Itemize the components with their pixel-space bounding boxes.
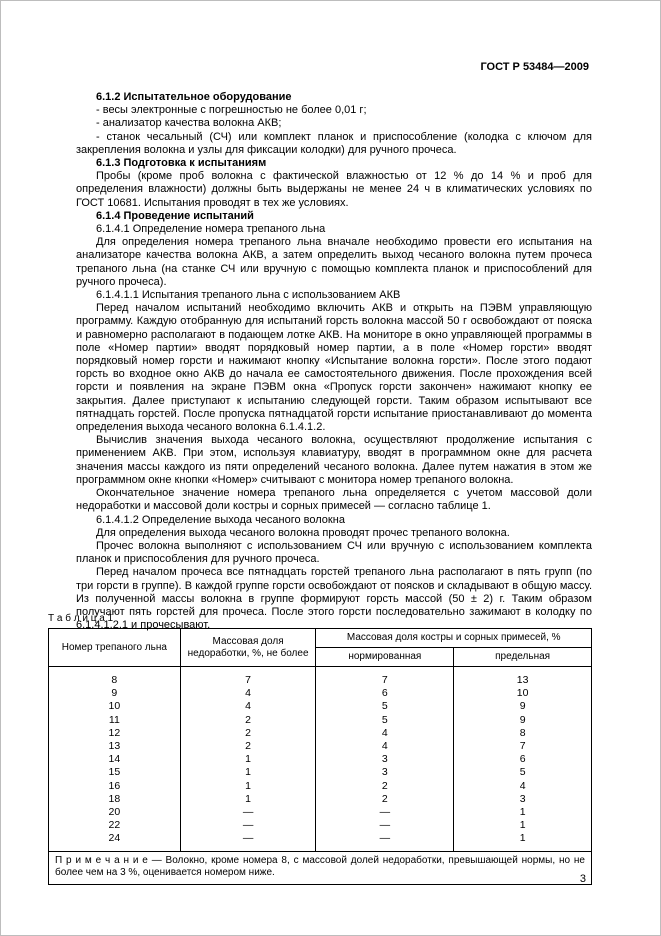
table-cell: 10	[49, 700, 181, 713]
table-label: Т а б л и ц а 1	[48, 613, 114, 624]
table-row	[49, 806, 592, 819]
table-row	[49, 740, 592, 753]
column-header-underprocessing: Массовая доля недоработки, %, не более	[180, 629, 316, 667]
paragraph: 6.1.4.1.2 Определение выхода чесаного волокна	[96, 513, 345, 526]
table-cell: —	[180, 832, 316, 851]
table-cell: 16	[49, 780, 181, 793]
table-row	[49, 780, 592, 793]
table-cell: 24	[49, 832, 181, 851]
table-cell: 1	[454, 806, 592, 819]
table-note: П р и м е ч а н и е — Волокно, кроме номера 8, с массовой долей недоработки, превышающей нормы, но не более чем на 3 %, оценивается номером ниже.	[49, 851, 592, 884]
table-cell: 8	[454, 727, 592, 740]
table-row	[49, 793, 592, 806]
list-item: - станок чесальный (СЧ) или комплект планок и приспособление (колодка с ключом для закрепления волокна и узлы для фиксации колодки) для ручного прочеса.	[76, 130, 592, 156]
table-cell: 7	[316, 667, 454, 688]
table-row	[49, 819, 592, 832]
table-cell: 6	[316, 687, 454, 700]
table-cell: 1	[180, 793, 316, 806]
table-row	[49, 667, 592, 688]
table-cell: —	[316, 819, 454, 832]
table-cell: 20	[49, 806, 181, 819]
table-cell: 3	[316, 753, 454, 766]
table-1	[48, 628, 592, 885]
paragraph: Перед началом испытаний необходимо включить АКВ и открыть на ПЭВМ управляющую программу. Каждую отобранную для испытаний горсть волокна массой 50 г освобождают от пояска и равномерно располагают в подающем лотке АКВ. На мониторе в окно управляющей программы в поле «Номер партии» вводят порядковый номер партии, а в поле «Номер горсти» вводят порядковый номер горсти и нажимают кнопку «Испытание волокна горсти». После этого подают горсть во входное окно АКВ до начала ее самостоятельного движения. После прохождения всей горсти и появления на экране ПЭВМ окна «Пропуск горсти закончен» нажимают кнопку ее закрытия. Далее приступают к испытанию следующей горсти. Таким образом испытывают все пятнадцать горстей. После пропуска пятнадцатой горсти испытание приостанавливают до момента определения выхода чесаного волокна 6.1.4.1.2.	[76, 302, 592, 434]
column-header-limit: предельная	[454, 648, 592, 667]
table-cell: 15	[49, 766, 181, 779]
paragraph: Вычислив значения выхода чесаного волокна, осуществляют продолжение испытания с применением АКВ. При этом, используя клавиатуру, вводят в программном окне для расчета значения массы каждого из пяти определений чесаного волокна. Далее путем нажатия в этом же программном окне кнопки «Номер» считывают с монитора номер трепаного волокна.	[76, 434, 592, 486]
table-cell: 4	[316, 727, 454, 740]
table-cell: 9	[49, 687, 181, 700]
table-cell: —	[180, 806, 316, 819]
table-row	[49, 700, 592, 713]
table-cell: 4	[454, 780, 592, 793]
table-cell: —	[180, 819, 316, 832]
table-cell: 13	[49, 740, 181, 753]
table-cell: 9	[454, 700, 592, 713]
table-cell: 8	[49, 667, 181, 688]
table-cell: 22	[49, 819, 181, 832]
table-header	[49, 629, 592, 667]
table-cell: 6	[454, 753, 592, 766]
table-cell: 7	[180, 667, 316, 688]
table-cell: 3	[316, 766, 454, 779]
table-cell: —	[316, 806, 454, 819]
table-cell: 2	[180, 714, 316, 727]
table-cell: 11	[49, 714, 181, 727]
table-cell: 2	[180, 727, 316, 740]
table-cell: 14	[49, 753, 181, 766]
table-cell: 1	[454, 819, 592, 832]
list-item: - весы электронные с погрешностью не более 0,01 г;	[96, 104, 367, 117]
section-heading: 6.1.2 Испытательное оборудование	[96, 91, 292, 103]
table-row	[49, 727, 592, 740]
table-row	[49, 832, 592, 851]
table-cell: 4	[180, 687, 316, 700]
table-cell: 1	[180, 780, 316, 793]
section-heading: 6.1.3 Подготовка к испытаниям	[96, 157, 267, 170]
table-cell: 12	[49, 727, 181, 740]
paragraph: Для определения номера трепаного льна вначале необходимо провести его испытания на анализаторе качества волокна АКВ, а затем определить выход чесаного волокна путем прочеса трепаного льна (на станке СЧ или вручную с помощью комплекта планок и приспособлений для ручного прочеса).	[76, 236, 592, 288]
table-cell: 7	[454, 740, 592, 753]
table-cell: 4	[316, 740, 454, 753]
table-cell: 13	[454, 667, 592, 688]
list-item: - анализатор качества волокна АКВ;	[96, 117, 282, 130]
table-row	[49, 766, 592, 779]
document-body	[76, 91, 592, 632]
paragraph: Пробы (кроме проб волокна с фактической влажностью от 12 % до 14 % и проб для определения влажности) должны быть выдержаны не менее 24 ч в климатических условиях по ГОСТ 10681. Испытания проводят в тех же условиях.	[76, 170, 592, 209]
column-header-flax-number: Номер трепаного льна	[49, 629, 181, 667]
paragraph: Для определения выхода чесаного волокна проводят прочес трепаного волокна.	[96, 526, 510, 539]
table-cell: 18	[49, 793, 181, 806]
paragraph: Перед началом прочеса все пятнадцать горстей трепаного льна располагают в пять групп (по три горсти в группе). В каждой группе горсти освобождают от поясков и складывают в общую массу. Из полученной массы волокна в группе формируют горсть массой (50 ± 2) г. Таким образом получают пять горстей для прочеса. После этого горсти последовательно зажимают в колодку по 6.1.4.1.2.1 и прочесывают.	[76, 566, 592, 632]
paragraph: 6.1.4.1 Определение номера трепаного льна	[96, 223, 326, 236]
paragraph: Прочес волокна выполняют с использованием СЧ или вручную с использованием комплекта планок и приспособления для ручного прочеса.	[76, 539, 592, 566]
table-cell: 1	[180, 766, 316, 779]
standard-number: ГОСТ Р 53484—2009	[480, 61, 589, 73]
table-cell: 5	[316, 714, 454, 727]
column-header-normalized: нормированная	[316, 648, 454, 667]
table-cell: —	[316, 832, 454, 851]
table-cell: 10	[454, 687, 592, 700]
table-footer	[49, 851, 592, 884]
table-cell: 2	[180, 740, 316, 753]
section-heading: 6.1.4 Проведение испытаний	[96, 209, 254, 222]
paragraph: 6.1.4.1.1 Испытания трепаного льна с использованием АКВ	[96, 289, 401, 302]
table-cell: 5	[454, 766, 592, 779]
table-cell: 3	[454, 793, 592, 806]
table-cell: 1	[180, 753, 316, 766]
table-row	[49, 714, 592, 727]
table-cell: 5	[316, 700, 454, 713]
table-cell: 2	[316, 793, 454, 806]
page-header	[76, 61, 589, 73]
table-row	[49, 687, 592, 700]
table-cell: 4	[180, 700, 316, 713]
table-row	[49, 753, 592, 766]
table-cell: 2	[316, 780, 454, 793]
page-number: 3	[579, 873, 586, 885]
table-cell: 9	[454, 714, 592, 727]
table-body	[49, 667, 592, 852]
table-cell: 1	[454, 832, 592, 851]
paragraph: Окончательное значение номера трепаного льна определяется с учетом массовой доли недоработки и массовой доли костры и сорных примесей — согласно таблице 1.	[76, 487, 592, 513]
column-header-shive-group: Массовая доля костры и сорных примесей, %	[316, 629, 592, 648]
